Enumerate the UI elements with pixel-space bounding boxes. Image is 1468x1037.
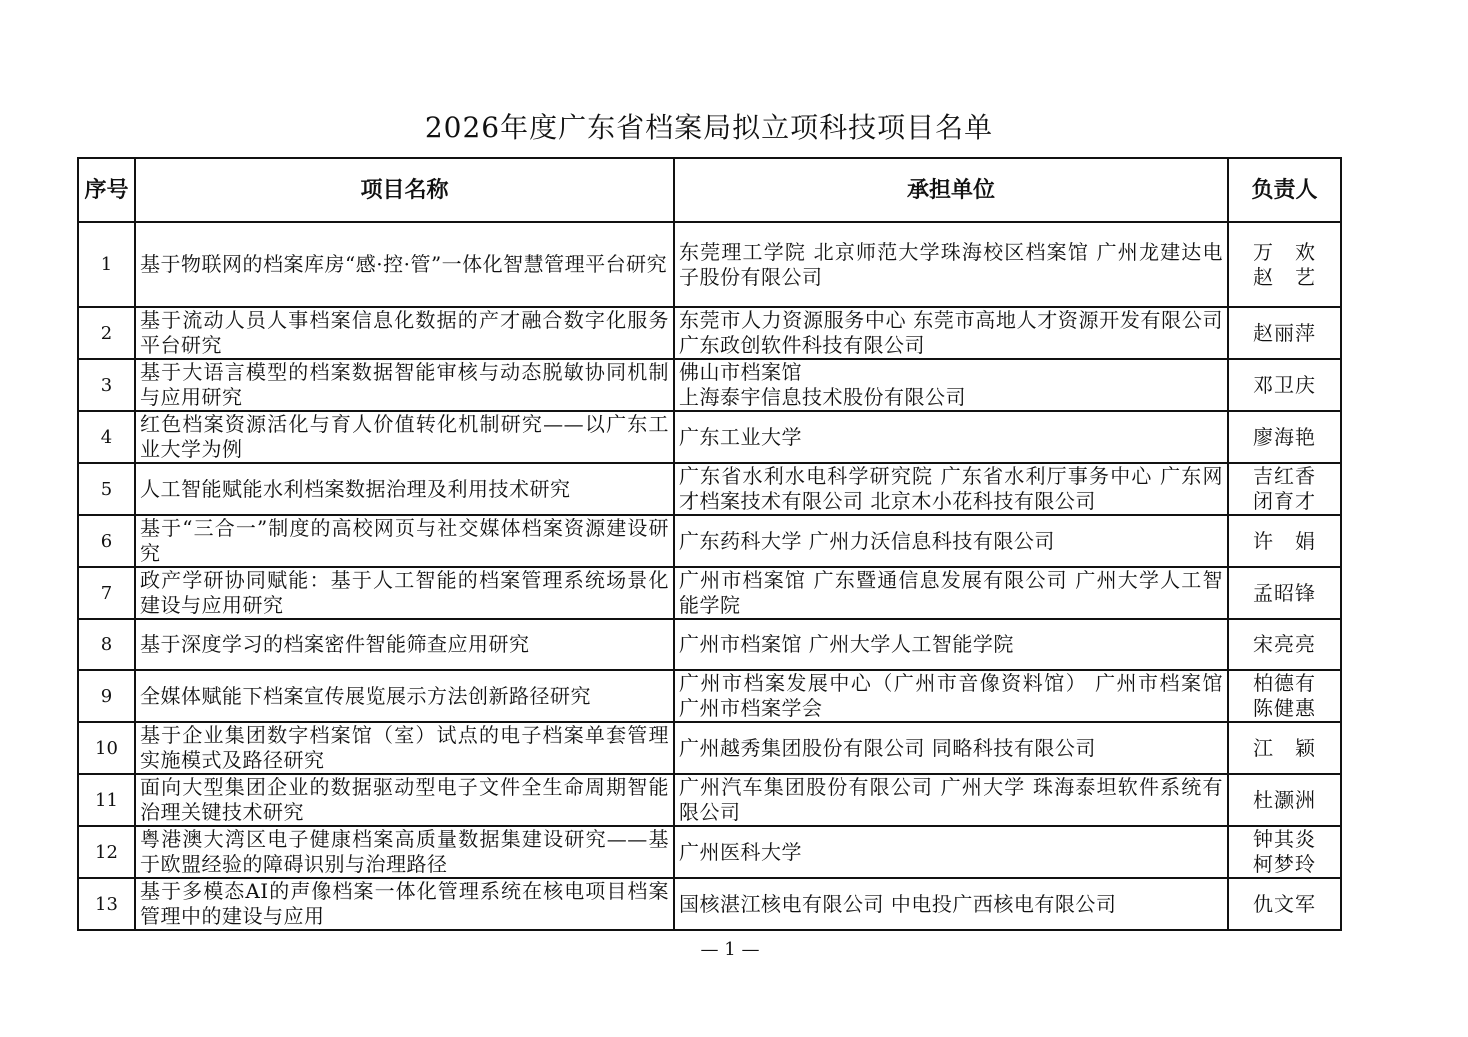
cell-seq: 1 <box>78 222 135 307</box>
table-row <box>78 411 1341 463</box>
cell-seq: 8 <box>78 619 135 670</box>
lead-name: 陈健惠 <box>1253 696 1316 720</box>
cell-project-name: 红色档案资源活化与育人价值转化机制研究——以广东工业大学为例 <box>135 411 674 463</box>
header-name: 项目名称 <box>135 158 674 222</box>
lead-name: 杜灏洲 <box>1253 787 1316 812</box>
lead-name: 邓卫庆 <box>1253 372 1316 397</box>
cell-unit: 国核湛江核电有限公司 中电投广西核电有限公司 <box>674 878 1228 930</box>
lead-name: 吉红香 <box>1253 464 1316 488</box>
page-title: 2026年度广东省档案局拟立项科技项目名单 <box>424 111 994 144</box>
cell-seq: 7 <box>78 567 135 619</box>
cell-unit: 广东工业大学 <box>674 411 1228 463</box>
cell-project-name: 基于物联网的档案库房“感·控·管”一体化智慧管理平台研究 <box>135 222 674 307</box>
cell-project-name: 人工智能赋能水利档案数据治理及利用技术研究 <box>135 463 674 515</box>
table-row <box>78 567 1341 619</box>
cell-unit: 广东省水利水电科学研究院 广东省水利厅事务中心 广东网才档案技术有限公司 北京木小花科技有限公司 <box>674 463 1228 515</box>
table-row <box>78 619 1341 670</box>
cell-unit: 广州市档案馆 广东暨通信息发展有限公司 广州大学人工智能学院 <box>674 567 1228 619</box>
cell-seq: 9 <box>78 670 135 722</box>
table-row <box>78 307 1341 359</box>
cell-lead <box>1228 774 1341 826</box>
cell-unit: 广州市档案发展中心（广州市音像资料馆） 广州市档案馆 广州市档案学会 <box>674 670 1228 722</box>
lead-name: 万 欢 <box>1253 239 1316 264</box>
cell-seq: 4 <box>78 411 135 463</box>
header-unit: 承担单位 <box>674 158 1228 222</box>
cell-seq: 3 <box>78 359 135 411</box>
lead-name: 宋亮亮 <box>1253 632 1316 656</box>
cell-seq: 10 <box>78 722 135 774</box>
table-row <box>78 774 1341 826</box>
cell-project-name: 基于深度学习的档案密件智能筛查应用研究 <box>135 619 674 670</box>
cell-seq: 5 <box>78 463 135 515</box>
header-lead: 负责人 <box>1228 158 1341 222</box>
cell-lead <box>1228 359 1341 411</box>
table-row <box>78 222 1341 307</box>
table-row <box>78 826 1341 878</box>
cell-unit: 广州越秀集团股份有限公司 同略科技有限公司 <box>674 722 1228 774</box>
lead-name: 柯梦玲 <box>1253 852 1316 876</box>
cell-unit: 广州市档案馆 广州大学人工智能学院 <box>674 619 1228 670</box>
table-row <box>78 670 1341 722</box>
cell-unit: 佛山市档案馆 上海泰宇信息技术股份有限公司 <box>674 359 1228 411</box>
cell-lead <box>1228 670 1341 722</box>
cell-lead <box>1228 222 1341 307</box>
cell-seq: 13 <box>78 878 135 930</box>
cell-seq: 11 <box>78 774 135 826</box>
lead-name: 赵丽萍 <box>1253 320 1316 345</box>
lead-name: 江 颖 <box>1253 735 1316 760</box>
table-row <box>78 722 1341 774</box>
lead-name: 仇文军 <box>1253 891 1316 916</box>
table-row <box>78 359 1341 411</box>
cell-unit: 广州汽车集团股份有限公司 广州大学 珠海泰坦软件系统有限公司 <box>674 774 1228 826</box>
lead-name: 廖海艳 <box>1253 424 1316 449</box>
cell-unit: 东莞市人力资源服务中心 东莞市高地人才资源开发有限公司 广东政创软件科技有限公司 <box>674 307 1228 359</box>
table-body <box>78 222 1341 930</box>
cell-lead <box>1228 567 1341 619</box>
cell-lead <box>1228 619 1341 670</box>
lead-name: 赵 艺 <box>1253 264 1316 289</box>
table-row <box>78 878 1341 930</box>
cell-lead <box>1228 411 1341 463</box>
cell-project-name: 全媒体赋能下档案宣传展览展示方法创新路径研究 <box>135 670 674 722</box>
cell-unit: 东莞理工学院 北京师范大学珠海校区档案馆 广州龙建达电子股份有限公司 <box>674 222 1228 307</box>
cell-seq: 2 <box>78 307 135 359</box>
cell-lead <box>1228 307 1341 359</box>
cell-unit: 广州医科大学 <box>674 826 1228 878</box>
page-number: — 1 — <box>700 939 760 960</box>
cell-unit: 广东药科大学 广州力沃信息科技有限公司 <box>674 515 1228 567</box>
table-row <box>78 463 1341 515</box>
lead-name: 钟其炎 <box>1253 827 1316 851</box>
table-header-row <box>78 158 1341 222</box>
cell-project-name: 基于企业集团数字档案馆（室）试点的电子档案单套管理实施模式及路径研究 <box>135 722 674 774</box>
header-seq: 序号 <box>78 158 135 222</box>
lead-name: 孟昭锋 <box>1253 580 1316 605</box>
cell-project-name: 基于流动人员人事档案信息化数据的产才融合数字化服务平台研究 <box>135 307 674 359</box>
table-row <box>78 515 1341 567</box>
lead-name: 柏德有 <box>1253 671 1316 695</box>
cell-lead <box>1228 463 1341 515</box>
lead-name: 闭育才 <box>1253 489 1316 513</box>
cell-lead <box>1228 515 1341 567</box>
cell-seq: 6 <box>78 515 135 567</box>
cell-seq: 12 <box>78 826 135 878</box>
cell-project-name: 粤港澳大湾区电子健康档案高质量数据集建设研究——基于欧盟经验的障碍识别与治理路径 <box>135 826 674 878</box>
cell-project-name: 面向大型集团企业的数据驱动型电子文件全生命周期智能治理关键技术研究 <box>135 774 674 826</box>
cell-lead <box>1228 878 1341 930</box>
cell-project-name: 基于“三合一”制度的高校网页与社交媒体档案资源建设研究 <box>135 515 674 567</box>
cell-lead <box>1228 826 1341 878</box>
cell-project-name: 基于大语言模型的档案数据智能审核与动态脱敏协同机制与应用研究 <box>135 359 674 411</box>
cell-project-name: 政产学研协同赋能：基于人工智能的档案管理系统场景化建设与应用研究 <box>135 567 674 619</box>
project-table <box>77 157 1342 931</box>
lead-name: 许 娟 <box>1253 528 1316 553</box>
cell-lead <box>1228 722 1341 774</box>
cell-project-name: 基于多模态AI的声像档案一体化管理系统在核电项目档案管理中的建设与应用 <box>135 878 674 930</box>
